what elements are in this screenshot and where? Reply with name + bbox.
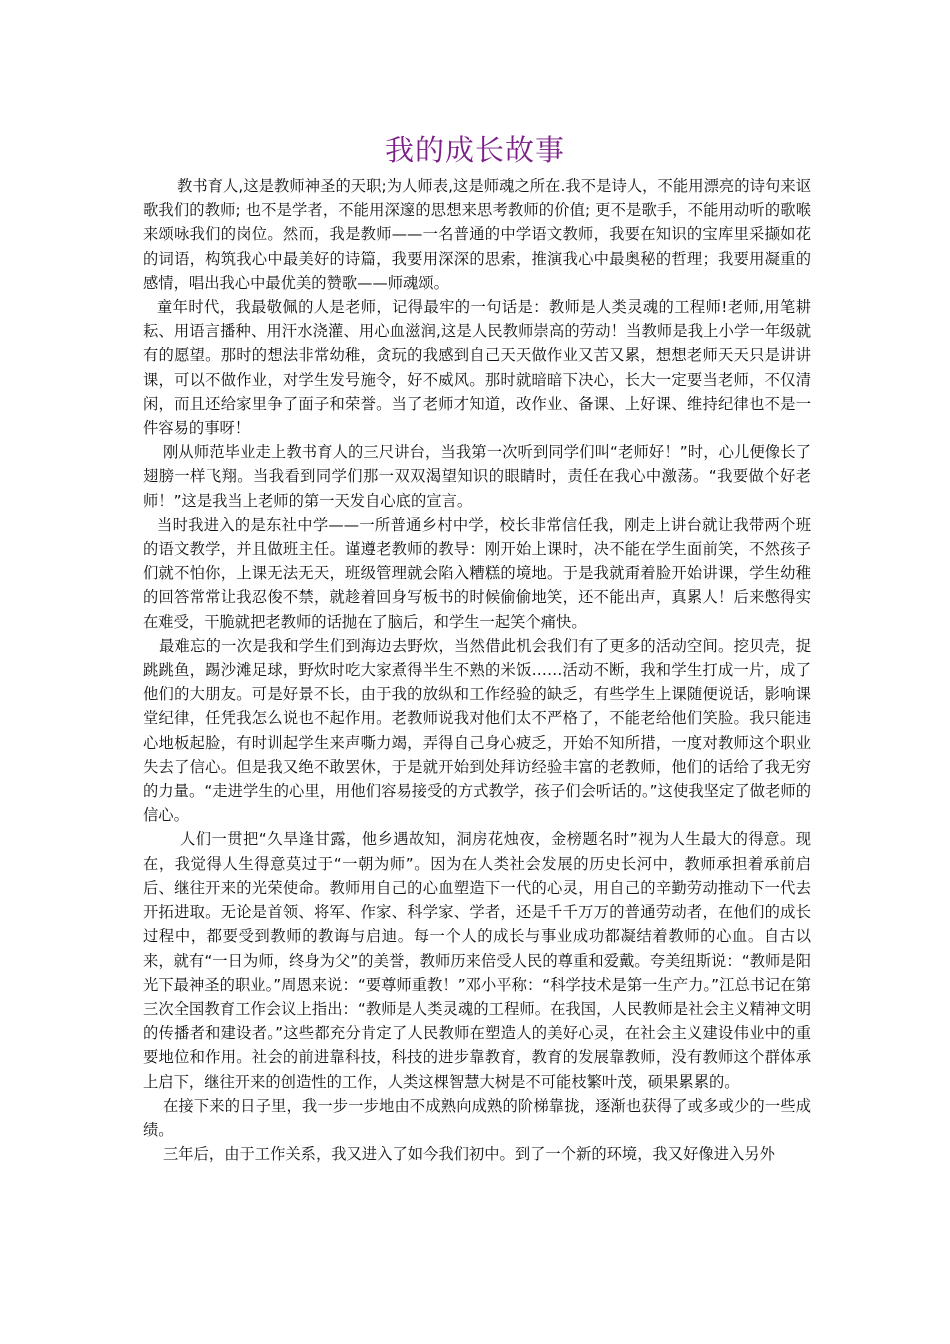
document-body	[143, 174, 811, 1166]
paragraph-8: 三年后，由于工作关系，我又进入了如今我们初中。到了一个新的环境，我又好像进入另外	[163, 1145, 775, 1164]
paragraph-4: 当时我进入的是东社中学——一所普通乡村中学，校长非常信任我，刚走上讲台就让我带两个班的语文教学，并且做班主任。谨遵老教师的教导：刚开始上课时，决不能在学生面前笑，不然孩子们就不怕你，上课无法无天，班级管理就会陷入糟糕的境地。于是我就甭着脸开始讲课，学生幼稚的回答常常让我忍俊不禁，就趁着回身写板书的时候偷偷地笑，还不能出声，真累人！后来憋得实在难受，干脆就把老教师的话抛在了脑后，和学生一起笑个痛快。	[143, 515, 811, 631]
paragraph-2: 童年时代，我最敬佩的人是老师，记得最牢的一句话是：教师是人类灵魂的工程师!老师,用笔耕耘、用语言播种、用汗水浇灌、用心血滋润,这是人民教师崇高的劳动！当教师是我上小学一年级就有的愿望。那时的想法非常幼稚，贪玩的我感到自己天天做作业又苦又累，想想老师天天只是讲讲课，可以不做作业，对学生发号施令，好不威风。那时就暗暗下决心，长大一定要当老师，不仅清闲，而且还给家里争了面子和荣誉。当了老师才知道，改作业、备课、上好课、维持纪律也不是一件容易的事呀！	[143, 298, 811, 438]
document-title: 我的成长故事	[384, 133, 565, 167]
paragraph-5: 最难忘的一次是我和学生们到海边去野炊，当然借此机会我们有了更多的活动空间。挖贝壳，捉跳跳鱼，踢沙滩足球，野炊时吃大家煮得半生不熟的米饭……活动不断，我和学生打成一片，成了他们的大朋友。可是好景不长，由于我的放纵和工作经验的缺乏，有些学生上课随便说话，影响课堂纪律，任凭我怎么说也不起作用。老教师说我对他们太不严格了，不能老给他们笑脸。我只能违心地板起脸，有时训起学生来声嘶力竭，弄得自己身心疲乏，开始不知所措，一度对教师这个职业失去了信心。但是我又绝不敢罢休，于是就开始到处拜访经验丰富的老教师，他们的话给了我无穷的力量。“走进学生的心里，用他们容易接受的方式教学，孩子们会听话的。”这使我坚定了做老师的信心。	[143, 636, 811, 825]
paragraph-1: 教书育人,这是教师神圣的天职;为人师表,这是师魂之所在.我不是诗人，不能用漂亮的诗句来讴歌我们的教师; 也不是学者，不能用深邃的思想来思考教师的价值; 更不是歌手，不能用动听的歌喉来颂咏我们的岗位。然而，我是教师——一名普通的中学语文教师，我要在知识的宝库里采撷如花的词语，构筑我心中最美好的诗篇，我要用深深的思索，推演我心中最奥秘的哲理；我要用凝重的感情，唱出我心中最优美的赞歌——师魂颂。	[143, 177, 811, 292]
paragraph-3: 刚从师范毕业走上教书育人的三尺讲台，当我第一次听到同学们叫“老师好！”时，心儿便像长了翅膀一样飞翔。当我看到同学们那一双双渴望知识的眼睛时，责任在我心中激荡。“我要做个好老师！”这是我当上老师的第一天发自心底的宣言。	[143, 443, 811, 510]
paragraph-7: 在接下来的日子里，我一步一步地由不成熟向成熟的阶梯靠拢，逐渐也获得了或多或少的一些成绩。	[143, 1096, 811, 1139]
paragraph-6: 人们一贯把“久旱逢甘露，他乡遇故知，洞房花烛夜，金榜题名时”视为人生最大的得意。现在，我觉得人生得意莫过于“一朝为师”。因为在人类社会发展的历史长河中，教师承担着承前启后、继往开来的光荣使命。教师用自己的心血塑造下一代的心灵，用自己的辛勤劳动推动下一代去开拓进取。无论是首领、将军、作家、科学家、学者，还是千千万万的普通劳动者，在他们的成长过程中，都要受到教师的教诲与启迪。每一个人的成长与事业成功都凝结着教师的心血。自古以来，就有“一日为师，终身为父”的美誉，教师历来倍受人民的尊重和爱戴。夸美纽斯说：“教师是阳光下最神圣的职业。”周恩来说：“要尊师重教！”邓小平称：“科学技术是第一生产力。”江总书记在第三次全国教育工作会议上指出：“教师是人类灵魂的工程师。在我国，人民教师是社会主义精神文明的传播者和建设者。”这些都充分肯定了人民教师在塑造人的美好心灵，在社会主义建设伟业中的重要地位和作用。社会的前进靠科技，科技的进步靠教育，教育的发展靠教师，没有教师这个群体承上启下，继往开来的创造性的工作，人类这棵智慧大树是不可能枝繁叶茂，硕果累累的。	[143, 830, 811, 1091]
